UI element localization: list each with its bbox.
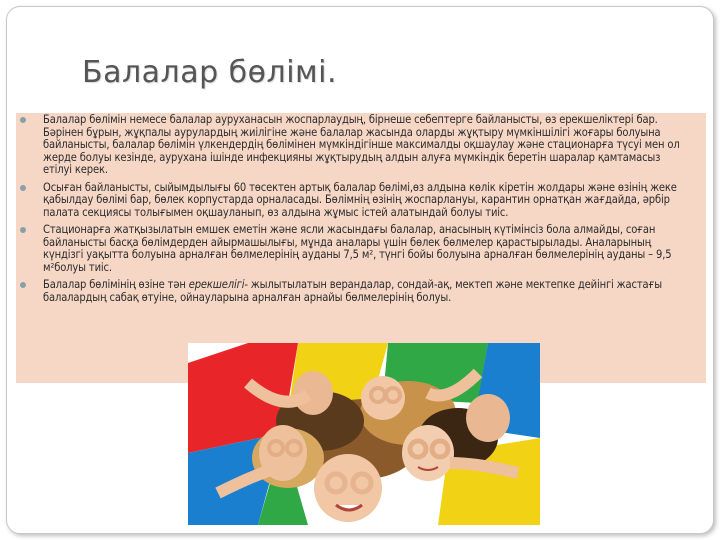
bullet-text: Стационарға жатқызылатын емшек еметін және ясли жасындағы балалар, анасының күтімінсіз бола алмайды, соған байланысты басқа бөлімдерден айырмашылығы, мұнда аналары үшін бөлек бөлмелер қарастырылады. Аналарының күндізгі уақытта болуына арналған бөлмелерінің ауданы 7,5 м², түнгі бойы болуына арналған бөлмелерінің ауданы – 9,5 м²болуы тиіс. <box>43 223 672 274</box>
bullet-dot-icon <box>20 185 26 191</box>
children-photo-icon <box>188 343 540 525</box>
bullet-text: Балалар бөлімін немесе балалар ауруханасын жоспарлаудың, бірнеше себептерге байланысты, өз ерекшеліктері бар. Бәрінен бұрын, жұқпалы аурулардың жиілігіне және балалар жасында оларды жұқтыру мүмкіншілігі жоғары болуына байланысты, балалар бөлімін үлкендердің бөлімінен мүмкіндігінше максималды оқшаулау және стационарға түсуі мен ол жерде болуы кезінде, аурухана ішінде инфекцияны жұқтырудың алдын алуға мүмкіндік беретін шаралар қамтамасыз етілуі керек. <box>43 113 680 176</box>
slide-title: Балалар бөлімі. <box>82 55 338 90</box>
bullet-item <box>16 224 692 274</box>
bullet-text-before: Балалар бөлімінің өзіне тән <box>43 278 189 291</box>
bullet-dot-icon <box>20 227 26 233</box>
bullet-item <box>16 182 692 220</box>
children-photo-graphic <box>188 343 540 525</box>
bullet-item <box>16 279 692 304</box>
bullet-list <box>16 114 692 309</box>
bullet-text: Осыған байланысты, сыйымдылығы 60 төсектен артық балалар бөлімі,өз алдына көлік кіретін жолдары және өзінің жеке қабылдау бөлімі бар, бөлек корпустарда орналасады. Бөлімнің өзінің жоспарлануы, карантин орнатқан жағдайда, әрбір палата секциясы толығымен оқшауланып, өз алдына жұмыс істей алатындай болуы тиіс. <box>43 180 677 219</box>
bullet-dot-icon <box>20 117 26 123</box>
bullet-item <box>16 114 692 177</box>
bullet-text-emphasis: ерекшелігі <box>188 278 245 291</box>
bullet-dot-icon <box>20 282 26 288</box>
bullet-text-after: - жылытылатын верандалар, сондай-ақ, мектеп және мектепке дейінгі жастағы балалардың сабақ өтуіне, ойнауларына арналған арнайы бөлмелерінің болуы. <box>43 278 662 304</box>
